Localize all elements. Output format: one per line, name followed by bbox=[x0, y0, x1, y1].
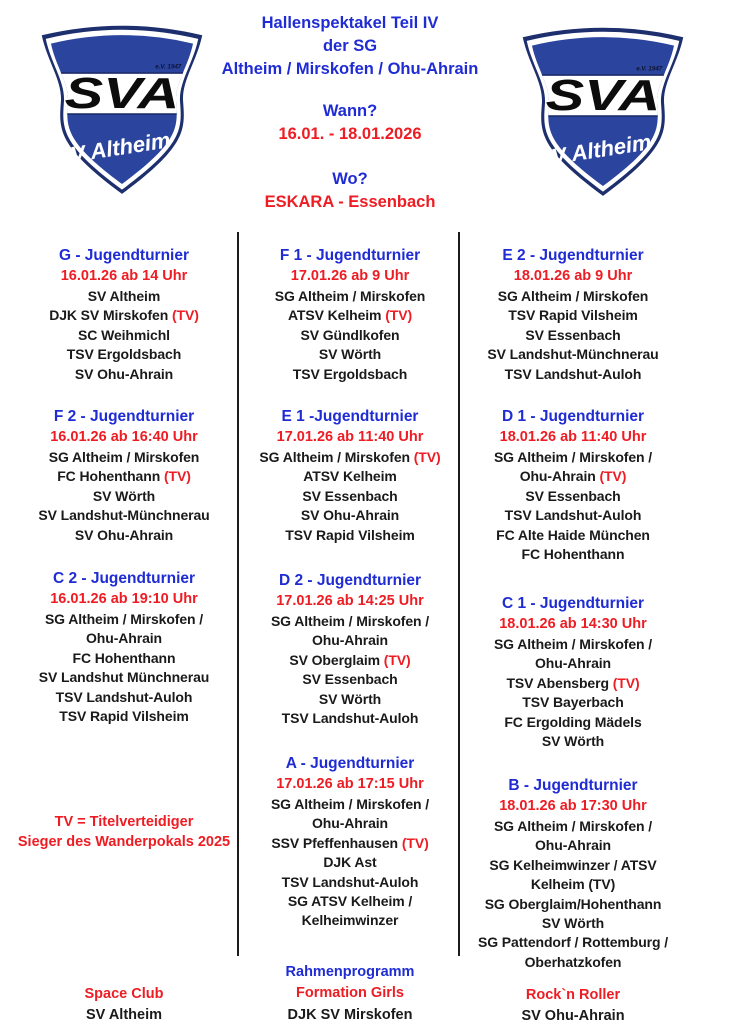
team-line bbox=[10, 365, 238, 384]
text-segment: Ohu-Ahrain bbox=[86, 630, 162, 647]
team-line bbox=[239, 365, 461, 384]
team-line bbox=[462, 732, 684, 751]
text-segment: SV Essenbach bbox=[525, 326, 621, 343]
team-line bbox=[10, 287, 238, 306]
section-date: 16.01.26 ab 14 Uhr bbox=[60, 268, 188, 284]
text-segment: Ohu-Ahrain bbox=[535, 655, 611, 672]
column-mid bbox=[239, 230, 461, 1024]
tournament-section bbox=[10, 406, 238, 545]
footer-line bbox=[239, 983, 461, 1004]
where-value: ESKARA - Essenbach bbox=[264, 193, 436, 211]
tournament-section bbox=[462, 245, 684, 384]
team-line bbox=[239, 526, 461, 545]
team-line bbox=[462, 526, 684, 545]
title-holder-mark: (TV) bbox=[383, 651, 411, 668]
flyer-title-line2: der SG bbox=[322, 37, 378, 55]
team-line bbox=[239, 506, 461, 525]
header bbox=[160, 12, 540, 214]
text-segment: TSV Rapid Vilsheim bbox=[59, 708, 189, 725]
section-date: 18.01.26 ab 14:30 Uhr bbox=[499, 616, 647, 632]
title-holder-mark: (TV) bbox=[385, 307, 413, 324]
team-line bbox=[462, 856, 684, 875]
section-title: G - Jugendturnier bbox=[58, 247, 190, 264]
team-line bbox=[239, 326, 461, 345]
text-segment: SG Altheim / Mirskofen / bbox=[493, 449, 653, 465]
text-segment: SG Altheim / Mirskofen / bbox=[44, 611, 204, 627]
crest-founded-text: e.V. 1947 bbox=[636, 65, 663, 73]
text-segment: Ohu-Ahrain bbox=[312, 815, 388, 832]
when-label: Wann? bbox=[322, 102, 378, 120]
text-segment: SV Landshut Münchnerau bbox=[38, 669, 210, 686]
team-line bbox=[239, 612, 461, 631]
title-holder-mark: Space Club bbox=[84, 986, 164, 1002]
team-line bbox=[239, 892, 461, 911]
title-holder-mark: Sieger des Wanderpokals 2025 bbox=[17, 833, 231, 850]
text-segment: SV Ohu-Ahrain bbox=[74, 526, 174, 543]
tournament-section bbox=[462, 406, 684, 564]
text-segment: DJK SV Mirskofen bbox=[287, 1006, 413, 1023]
title-holder-mark: Formation Girls bbox=[296, 985, 404, 1002]
section-date: 16.01.26 ab 16:40 Uhr bbox=[50, 429, 198, 445]
team-line bbox=[239, 690, 461, 709]
team-line bbox=[462, 914, 684, 933]
team-line bbox=[462, 506, 684, 525]
team-line bbox=[10, 487, 238, 506]
text-segment: SV Essenbach bbox=[302, 487, 398, 504]
text-segment: ATSV Kelheim bbox=[303, 468, 397, 485]
team-line bbox=[462, 654, 684, 673]
team-line bbox=[239, 834, 461, 853]
text-segment: SV Wörth bbox=[541, 733, 605, 750]
flyer-title-line3: Altheim / Mirskofen / Ohu-Ahrain bbox=[221, 60, 479, 78]
text-segment: FC Ergolding Mädels bbox=[504, 713, 642, 730]
text-segment: TSV Bayerbach bbox=[522, 694, 624, 711]
team-line bbox=[10, 326, 238, 345]
title-holder-mark: Rock`n Roller bbox=[525, 987, 621, 1003]
team-line bbox=[239, 795, 461, 814]
team-line bbox=[462, 817, 684, 836]
footer-line bbox=[239, 962, 461, 983]
text-segment: SG Kelheimwinzer / ATSV bbox=[489, 856, 657, 873]
team-line bbox=[239, 873, 461, 892]
note-line bbox=[10, 833, 238, 853]
text-segment: SG Altheim / Mirskofen / bbox=[493, 636, 653, 652]
text-segment: TSV Rapid Vilsheim bbox=[285, 526, 415, 543]
team-line bbox=[239, 448, 461, 467]
text-segment: SG Altheim / Mirskofen bbox=[274, 288, 426, 304]
section-title: C 2 - Jugendturnier bbox=[52, 570, 196, 587]
tournament-section bbox=[239, 406, 461, 545]
team-line bbox=[10, 506, 238, 525]
team-line bbox=[10, 629, 238, 648]
section-title: A - Jugendturnier bbox=[285, 755, 415, 772]
tournament-section bbox=[10, 245, 238, 384]
text-segment: TSV Landshut-Auloh bbox=[504, 507, 642, 524]
team-line bbox=[462, 933, 684, 952]
text-segment: Oberhatzkofen bbox=[524, 953, 622, 970]
section-date: 17.01.26 ab 14:25 Uhr bbox=[276, 593, 424, 609]
team-line bbox=[462, 448, 684, 467]
team-line bbox=[10, 526, 238, 545]
team-line bbox=[10, 668, 238, 687]
text-segment: SG Pattendorf / Rottemburg / bbox=[477, 934, 669, 951]
text-segment: Ohu-Ahrain bbox=[519, 468, 600, 485]
text-segment: SV Ohu-Ahrain bbox=[521, 1008, 625, 1025]
team-line bbox=[462, 953, 684, 972]
text-segment: TSV Ergoldsbach bbox=[292, 365, 408, 382]
text-segment: SV Wörth bbox=[541, 915, 605, 932]
title-holder-mark: (TV) bbox=[413, 449, 441, 465]
section-title: B - Jugendturnier bbox=[508, 777, 638, 794]
footer-line bbox=[462, 1006, 684, 1027]
footer-line bbox=[239, 1005, 461, 1026]
team-line bbox=[239, 670, 461, 689]
team-line bbox=[239, 287, 461, 306]
text-segment: FC Hohenthann bbox=[72, 649, 176, 666]
team-line bbox=[239, 467, 461, 486]
tournament-section bbox=[462, 775, 684, 972]
team-line bbox=[462, 674, 684, 693]
text-segment: TSV Landshut-Auloh bbox=[281, 873, 419, 890]
section-date: 18.01.26 ab 9 Uhr bbox=[513, 268, 633, 284]
crest-initials: SVA bbox=[545, 70, 661, 120]
team-line bbox=[462, 345, 684, 364]
text-segment: TSV Landshut-Auloh bbox=[281, 710, 419, 727]
text-segment: DJK SV Mirskofen bbox=[49, 307, 172, 324]
team-line bbox=[462, 545, 684, 564]
section-date: 17.01.26 ab 11:40 Uhr bbox=[276, 429, 424, 445]
title-holder-mark: TV = Titelverteidiger bbox=[54, 814, 194, 830]
text-segment: SV Altheim bbox=[85, 1007, 162, 1024]
flyer-title-line1: Hallenspektakel Teil IV bbox=[261, 14, 439, 32]
section-title: D 2 - Jugendturnier bbox=[278, 572, 422, 589]
text-segment: SSV Pfeffenhausen bbox=[271, 834, 402, 851]
section-title: F 2 - Jugendturnier bbox=[53, 408, 195, 425]
crest-initials: SVA bbox=[64, 68, 180, 118]
text-segment: Kelheimwinzer bbox=[301, 912, 399, 929]
tournament-section bbox=[239, 245, 461, 384]
column-footer bbox=[462, 985, 684, 1028]
footer-line bbox=[462, 985, 684, 1006]
text-segment: SG Altheim / Mirskofen / bbox=[270, 613, 430, 629]
section-title: D 1 - Jugendturnier bbox=[501, 408, 645, 425]
text-segment: TSV Abensberg bbox=[506, 674, 613, 691]
team-line bbox=[239, 487, 461, 506]
text-segment: SV Landshut-Münchnerau bbox=[487, 346, 659, 363]
team-line bbox=[239, 306, 461, 325]
text-segment: SV Ohu-Ahrain bbox=[300, 507, 400, 524]
team-line bbox=[10, 467, 238, 486]
tournament-section bbox=[10, 568, 238, 726]
section-date: 17.01.26 ab 17:15 Uhr bbox=[276, 776, 424, 792]
section-title: F 1 - Jugendturnier bbox=[279, 247, 421, 264]
note-line bbox=[10, 813, 238, 833]
crest-club-name: SV Altheim bbox=[535, 129, 653, 172]
sv-altheim-crest bbox=[517, 14, 689, 200]
section-date: 16.01.26 ab 19:10 Uhr bbox=[50, 591, 198, 607]
text-segment: TSV Landshut-Auloh bbox=[55, 688, 193, 705]
title-defender-note bbox=[10, 813, 238, 853]
footer-line bbox=[10, 984, 238, 1005]
team-line bbox=[462, 326, 684, 345]
section-title: E 1 -Jugendturnier bbox=[281, 408, 419, 425]
text-segment: SG Altheim / Mirskofen / bbox=[270, 796, 430, 812]
section-title: E 2 - Jugendturnier bbox=[502, 247, 644, 264]
section-date: 17.01.26 ab 9 Uhr bbox=[290, 268, 410, 284]
team-line bbox=[239, 345, 461, 364]
title-holder-mark: (TV) bbox=[171, 307, 199, 324]
text-segment: FC Alte Haide München bbox=[496, 526, 650, 543]
team-line bbox=[239, 911, 461, 930]
team-line bbox=[10, 306, 238, 325]
team-line bbox=[239, 709, 461, 728]
section-date: 18.01.26 ab 17:30 Uhr bbox=[499, 798, 647, 814]
column-footer bbox=[239, 962, 461, 1026]
text-segment: FC Hohenthann bbox=[521, 546, 625, 563]
team-line bbox=[10, 649, 238, 668]
team-line bbox=[462, 875, 684, 894]
team-line bbox=[10, 345, 238, 364]
team-line bbox=[462, 306, 684, 325]
tournament-section bbox=[239, 570, 461, 728]
team-line bbox=[462, 693, 684, 712]
text-segment: SV Wörth bbox=[92, 487, 156, 504]
section-title: C 1 - Jugendturnier bbox=[501, 595, 645, 612]
text-segment: SG Altheim / Mirskofen bbox=[259, 449, 414, 465]
team-line bbox=[239, 853, 461, 872]
tournament-section bbox=[239, 753, 461, 931]
team-line bbox=[462, 713, 684, 732]
team-line bbox=[462, 365, 684, 384]
team-line bbox=[10, 448, 238, 467]
team-line bbox=[462, 487, 684, 506]
crest-founded-text: e.V. 1947 bbox=[155, 63, 182, 71]
text-segment: SG Altheim / Mirskofen bbox=[497, 288, 649, 304]
text-segment: SC Weihmichl bbox=[78, 326, 170, 343]
text-segment: SG Altheim / Mirskofen bbox=[48, 449, 200, 465]
text-segment: SV Wörth bbox=[318, 346, 382, 363]
footer-line bbox=[10, 1005, 238, 1026]
text-segment: TSV Rapid Vilsheim bbox=[508, 307, 638, 324]
text-segment: SV Essenbach bbox=[525, 487, 621, 504]
column-right bbox=[462, 230, 684, 1024]
text-segment: FC Hohenthann bbox=[57, 468, 164, 485]
title-holder-mark: (TV) bbox=[401, 834, 429, 851]
when-value: 16.01. - 18.01.2026 bbox=[278, 125, 422, 143]
team-line bbox=[239, 651, 461, 670]
team-line bbox=[10, 707, 238, 726]
team-line bbox=[462, 287, 684, 306]
text-segment: Ohu-Ahrain bbox=[312, 632, 388, 649]
text-segment: Rahmenprogramm bbox=[285, 964, 415, 980]
team-line bbox=[462, 836, 684, 855]
team-line bbox=[10, 610, 238, 629]
text-segment: Ohu-Ahrain bbox=[535, 837, 611, 854]
team-line bbox=[10, 688, 238, 707]
title-holder-mark: (TV) bbox=[599, 468, 627, 485]
tournament-section bbox=[462, 593, 684, 751]
text-segment: SG Altheim / Mirskofen / bbox=[493, 818, 653, 834]
team-line bbox=[462, 635, 684, 654]
team-line bbox=[462, 895, 684, 914]
text-segment: DJK Ast bbox=[323, 854, 377, 871]
section-date: 18.01.26 ab 11:40 Uhr bbox=[499, 429, 647, 445]
text-segment: SV Oberglaim bbox=[289, 651, 384, 668]
text-segment: SG ATSV Kelheim / bbox=[287, 893, 413, 910]
text-segment: SV Landshut-Münchnerau bbox=[38, 507, 210, 524]
where-label: Wo? bbox=[332, 170, 368, 188]
text-segment: SV Ohu-Ahrain bbox=[74, 365, 174, 382]
team-line bbox=[239, 814, 461, 833]
title-holder-mark: (TV) bbox=[612, 674, 640, 691]
text-segment: SV Gündlkofen bbox=[300, 326, 400, 343]
column-left bbox=[10, 230, 238, 1024]
text-segment: SV Essenbach bbox=[302, 671, 398, 688]
crest-club-name: SV Altheim bbox=[54, 127, 172, 170]
column-footer bbox=[10, 984, 238, 1027]
team-line bbox=[239, 631, 461, 650]
text-segment: TSV Ergoldsbach bbox=[66, 346, 182, 363]
text-segment: TSV Landshut-Auloh bbox=[504, 365, 642, 382]
text-segment: ATSV Kelheim bbox=[287, 307, 386, 324]
team-line bbox=[462, 467, 684, 486]
text-segment: Kelheim (TV) bbox=[530, 876, 616, 893]
text-segment: SV Wörth bbox=[318, 690, 382, 707]
text-segment: SV Altheim bbox=[87, 288, 161, 304]
title-holder-mark: (TV) bbox=[163, 468, 191, 485]
text-segment: SG Oberglaim/Hohenthann bbox=[484, 895, 662, 912]
